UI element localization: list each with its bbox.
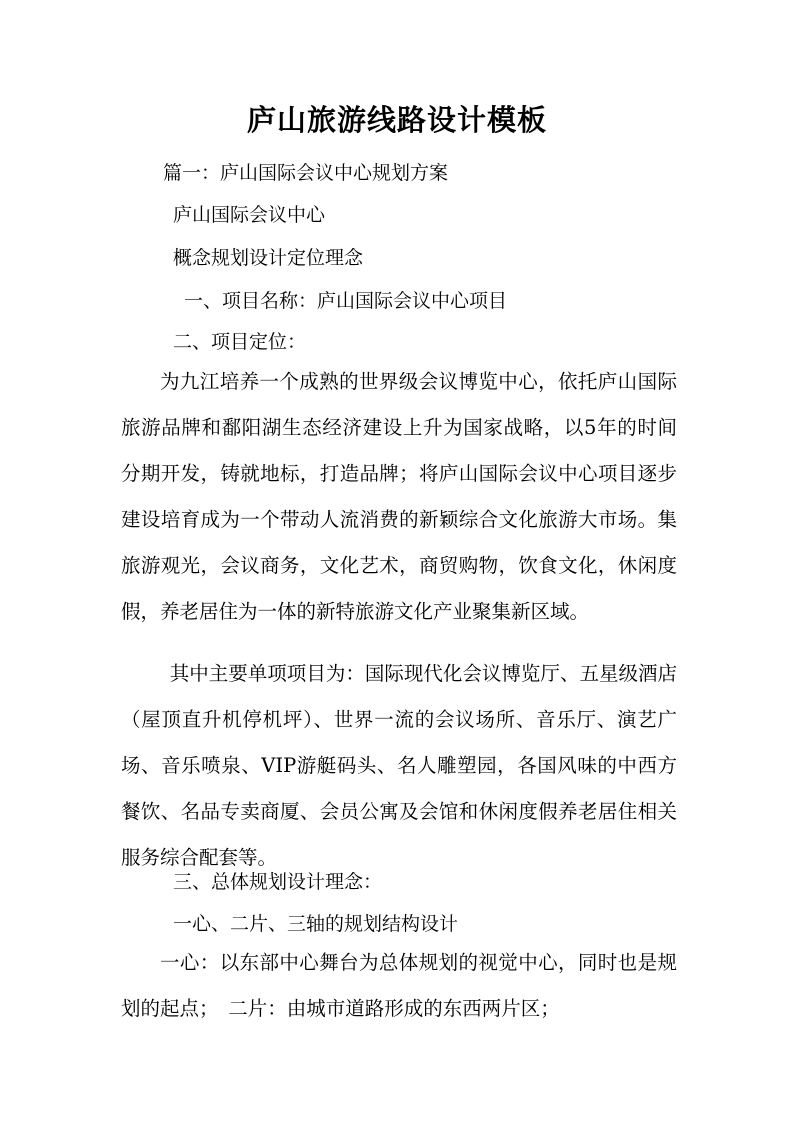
planning-concept-heading: 三、总体规划设计理念： xyxy=(173,871,383,893)
subject-line: 庐山国际会议中心 xyxy=(173,204,326,226)
project-positioning-heading: 二、项目定位： xyxy=(173,331,307,353)
main-projects-paragraph: 其中主要单项项目为：国际现代化会议博览厅、五星级酒店（屋顶直升机停机坪）、世界一流的会议场所、音乐厅、演艺广场、音乐喷泉、VIP游艇码头、名人雕塑园，各国风味的中西方餐饮、名品专卖商厦、会员公寓及会馆和休闲度假养老居住相关服务综合配套等。 xyxy=(121,662,677,869)
positioning-paragraph: 为九江培养一个成熟的世界级会议博览中心，依托庐山国际旅游品牌和鄱阳湖生态经济建设上升为国家战略，以5年的时间分期开发，铸就地标，打造品牌；将庐山国际会议中心项目逐步建设培育成为一个带动人流消费的新颖综合文化旅游大市场。集旅游观光，会议商务，文化艺术，商贸购物，饮食文化，休闲度假，养老居住为一体的新特旅游文化产业聚集新区域。 xyxy=(121,370,677,623)
project-name-line: 一、项目名称：庐山国际会议中心项目 xyxy=(184,290,508,312)
document-title: 庐山旅游线路设计模板 xyxy=(246,103,547,137)
planning-structure-line: 一心、二片、三轴的规划结构设计 xyxy=(173,913,459,935)
concept-line: 概念规划设计定位理念 xyxy=(173,247,364,269)
planning-detail-paragraph: 一心：以东部中心舞台为总体规划的视觉中心，同时也是规划的起点； 二片：由城市道路形成的东西两片区； xyxy=(121,951,677,1020)
article-heading: 篇一：庐山国际会议中心规划方案 xyxy=(163,162,449,184)
